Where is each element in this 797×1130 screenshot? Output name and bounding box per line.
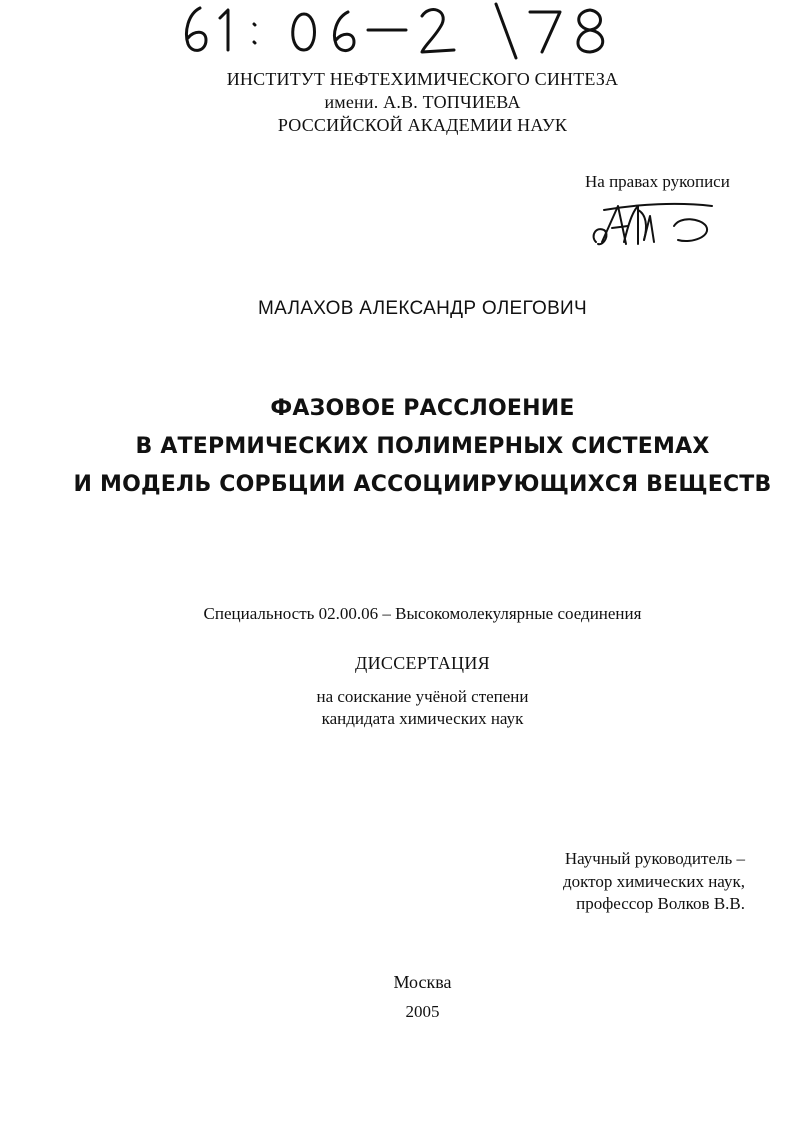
dissertation-label xyxy=(0,653,797,674)
scientific-advisor xyxy=(563,848,745,916)
handwritten-code xyxy=(178,0,638,60)
author-name xyxy=(0,298,797,320)
dissertation-label-text: ДИССЕРТАЦИЯ xyxy=(355,653,490,673)
degree-sought xyxy=(0,686,797,730)
manuscript-rights-note: На правах рукописи xyxy=(585,172,730,191)
title-line-1: ФАЗОВОЕ РАССЛОЕНИЕ xyxy=(270,396,575,421)
year xyxy=(0,1002,797,1022)
specialty-text: Специальность 02.00.06 – Высокомолекулярные соединения xyxy=(203,604,642,623)
degree-line-2: кандидата химических наук xyxy=(321,709,524,728)
advisor-line-3: профессор Волков В.В. xyxy=(576,894,745,913)
city-text: Москва xyxy=(393,972,452,992)
dissertation-title xyxy=(0,390,797,504)
institute-line-2: имени. А.В. ТОПЧИЕВА xyxy=(324,92,521,112)
city xyxy=(0,972,797,993)
specialty xyxy=(0,604,797,624)
degree-line-1: на соискание учёной степени xyxy=(316,687,529,706)
author-signature xyxy=(588,196,718,258)
title-line-2: В АТЕРМИЧЕСКИХ ПОЛИМЕРНЫХ СИСТЕМАХ xyxy=(135,434,710,459)
year-text: 2005 xyxy=(405,1002,440,1021)
author-name-text: МАЛАХОВ АЛЕКСАНДР ОЛЕГОВИЧ xyxy=(258,298,587,319)
title-line-3: И МОДЕЛЬ СОРБЦИИ АССОЦИИРУЮЩИХСЯ ВЕЩЕСТВ xyxy=(73,472,772,497)
institute-line-1: ИНСТИТУТ НЕФТЕХИМИЧЕСКОГО СИНТЕЗА xyxy=(226,69,619,89)
institute-line-3: РОССИЙСКОЙ АКАДЕМИИ НАУК xyxy=(277,115,568,135)
advisor-line-1: Научный руководитель – xyxy=(564,849,745,868)
institute-header xyxy=(0,68,797,137)
advisor-line-2: доктор химических наук, xyxy=(562,871,745,891)
